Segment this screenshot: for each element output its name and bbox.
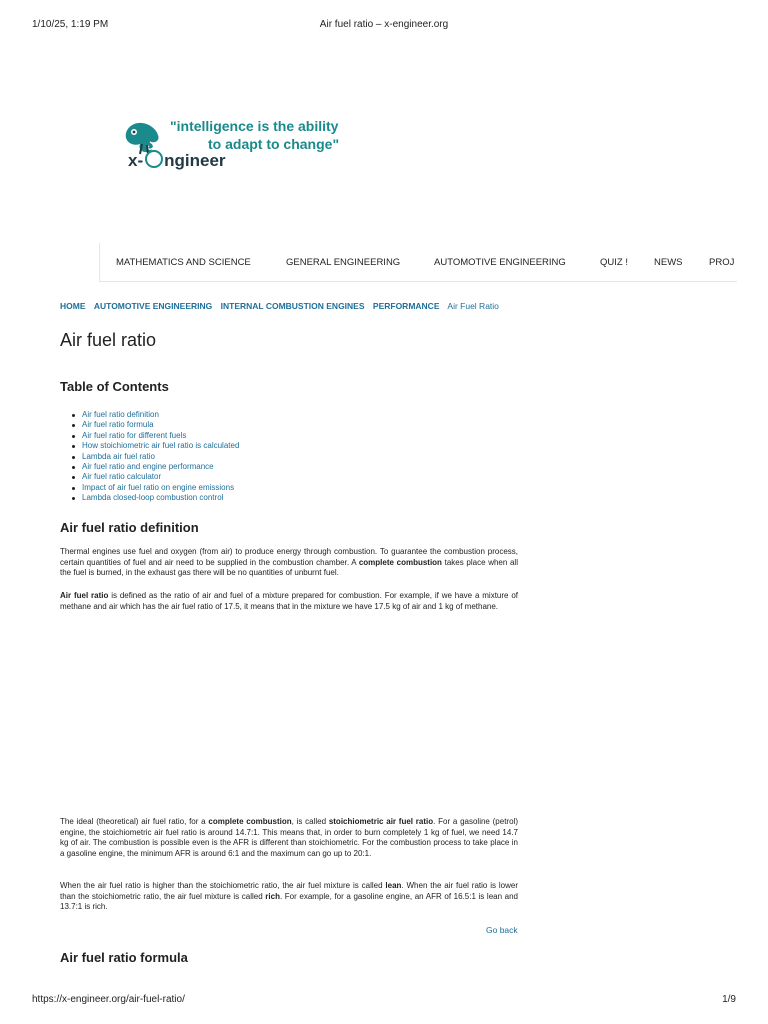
breadcrumb-internal-combustion-engines[interactable]: INTERNAL COMBUSTION ENGINES (220, 301, 365, 311)
p3-bold-complete-combustion: complete combustion (208, 817, 292, 826)
p3-text-a: The ideal (theoretical) air fuel ratio, for a (60, 817, 209, 826)
toc-item (72, 410, 239, 420)
breadcrumb-automotive-engineering[interactable]: AUTOMOTIVE ENGINEERING (93, 301, 213, 311)
p4-text-e: . For example, for a gasoline engine, an AFR of 16.5:1 is lean and 13.7:1 is rich. (60, 891, 519, 912)
toc-item (72, 420, 239, 430)
nav-item-mathematics[interactable]: MATHEMATICS AND SCIENCE (116, 257, 251, 268)
toc-link-definition[interactable]: Air fuel ratio definition (82, 410, 159, 419)
p4-text-c: . When the air fuel ratio is lower than the stoichiometric ratio, the air fuel mixture is called (60, 881, 518, 901)
toc-item (72, 493, 239, 503)
paragraph-stoichiometric (60, 817, 518, 859)
nav-item-projects[interactable]: PROJ (709, 257, 735, 268)
tagline-line-2: to adapt to change" (208, 136, 340, 152)
print-page-number: 1/9 (722, 994, 736, 1005)
paragraph-afr-definition (60, 591, 518, 612)
toc-title: Table of Contents (60, 379, 169, 394)
toc-link-different-fuels[interactable]: Air fuel ratio for different fuels (82, 430, 187, 440)
nav-item-quiz[interactable]: QUIZ ! (600, 257, 628, 268)
breadcrumb-performance[interactable]: PERFORMANCE (372, 301, 440, 311)
breadcrumb (60, 301, 499, 311)
toc-link-closed-loop-control[interactable]: Lambda closed-loop combustion control (82, 493, 224, 503)
toc-link-calculator[interactable]: Air fuel ratio calculator (82, 472, 162, 482)
paragraph-combustion-intro (60, 547, 518, 579)
toc-link-emissions[interactable]: Impact of air fuel ratio on engine emissions (82, 482, 235, 492)
page-title: Air fuel ratio (60, 330, 157, 350)
toc-link-formula[interactable]: Air fuel ratio formula (82, 420, 154, 430)
toc-item (72, 472, 239, 482)
paragraph-lean-rich (60, 881, 518, 913)
logo-tagline (170, 117, 339, 153)
logo-brand-name (128, 150, 226, 171)
p1-bold-complete-combustion: complete combustion (358, 557, 442, 567)
p4-text-a: When the air fuel ratio is higher than the stoichiometric ratio, the air fuel mixture is called (60, 881, 386, 890)
p1-text-c: takes place when all the fuel is burned, in the exhaust gas there will be no quantities of unburnt fuel. (60, 557, 518, 578)
p3-bold-stoichiometric: stoichiometric air fuel ratio (328, 817, 434, 826)
section-heading-definition: Air fuel ratio definition (60, 520, 199, 535)
brand-prefix: x- (128, 151, 144, 170)
brand-e-mark-icon (145, 150, 163, 168)
toc-link-stoichiometric-calculation[interactable]: How stoichiometric air fuel ratio is calculated (82, 441, 240, 451)
go-back-link[interactable]: Go back (486, 925, 518, 935)
breadcrumb-current: Air Fuel Ratio (447, 301, 499, 311)
brand-suffix: ngineer (164, 151, 226, 170)
tagline-line-1: "intelligence is the ability (170, 118, 339, 134)
main-nav (99, 243, 737, 282)
toc-item (72, 431, 239, 441)
breadcrumb-home[interactable]: HOME (60, 301, 86, 311)
p3-text-c: , is called (291, 817, 329, 826)
nav-item-news[interactable]: NEWS (654, 257, 683, 268)
nav-item-general-engineering[interactable]: GENERAL ENGINEERING (286, 257, 401, 268)
p2-bold-air-fuel-ratio: Air fuel ratio (60, 591, 109, 600)
print-datetime: 1/10/25, 1:19 PM (32, 19, 109, 30)
toc-item (72, 441, 239, 451)
nav-item-automotive-engineering[interactable]: AUTOMOTIVE ENGINEERING (434, 257, 566, 268)
p4-bold-lean: lean (385, 881, 402, 890)
toc-item (72, 462, 239, 472)
site-logo[interactable] (118, 112, 358, 174)
p2-text-b: is defined as the ratio of air and fuel of a mixture prepared for combustion. For example, if we have a mixture of methane and air which has the air fuel ratio of 17.5, it means that in the mixture we have 17.5 kg of air and 1 kg of methane. (60, 591, 519, 611)
p4-bold-rich: rich (265, 891, 280, 901)
toc-item (72, 483, 239, 493)
p3-text-e: . For a gasoline (petrol) engine, the stoichiometric air fuel ratio is around 14.7:1. This means that, in order to burn completely 1 kg of fuel, we need 14.7 kg of air. The combustion is possible even is the AFR is different than stoichiometric. For the combustion process to take place in a gasoline engine, the minimum AFR is around 6:1 and the maximum can go up to 20:1. (60, 817, 518, 858)
print-footer (32, 994, 736, 1008)
print-url: https://x-engineer.org/air-fuel-ratio/ (32, 994, 185, 1005)
print-page-title: Air fuel ratio – x-engineer.org (319, 19, 449, 30)
toc-list (72, 410, 239, 504)
toc-link-lambda[interactable]: Lambda air fuel ratio (82, 451, 155, 461)
print-header (32, 19, 736, 33)
section-heading-formula: Air fuel ratio formula (60, 950, 188, 965)
toc-item (72, 452, 239, 462)
p1-text-a: Thermal engines use fuel and oxygen (from air) to produce energy through combustion. To guarantee the combustion process, certain quantities of fuel and air need to be supplied in the combustion chamber. A (60, 547, 518, 567)
toc-link-engine-performance[interactable]: Air fuel ratio and engine performance (82, 462, 214, 472)
